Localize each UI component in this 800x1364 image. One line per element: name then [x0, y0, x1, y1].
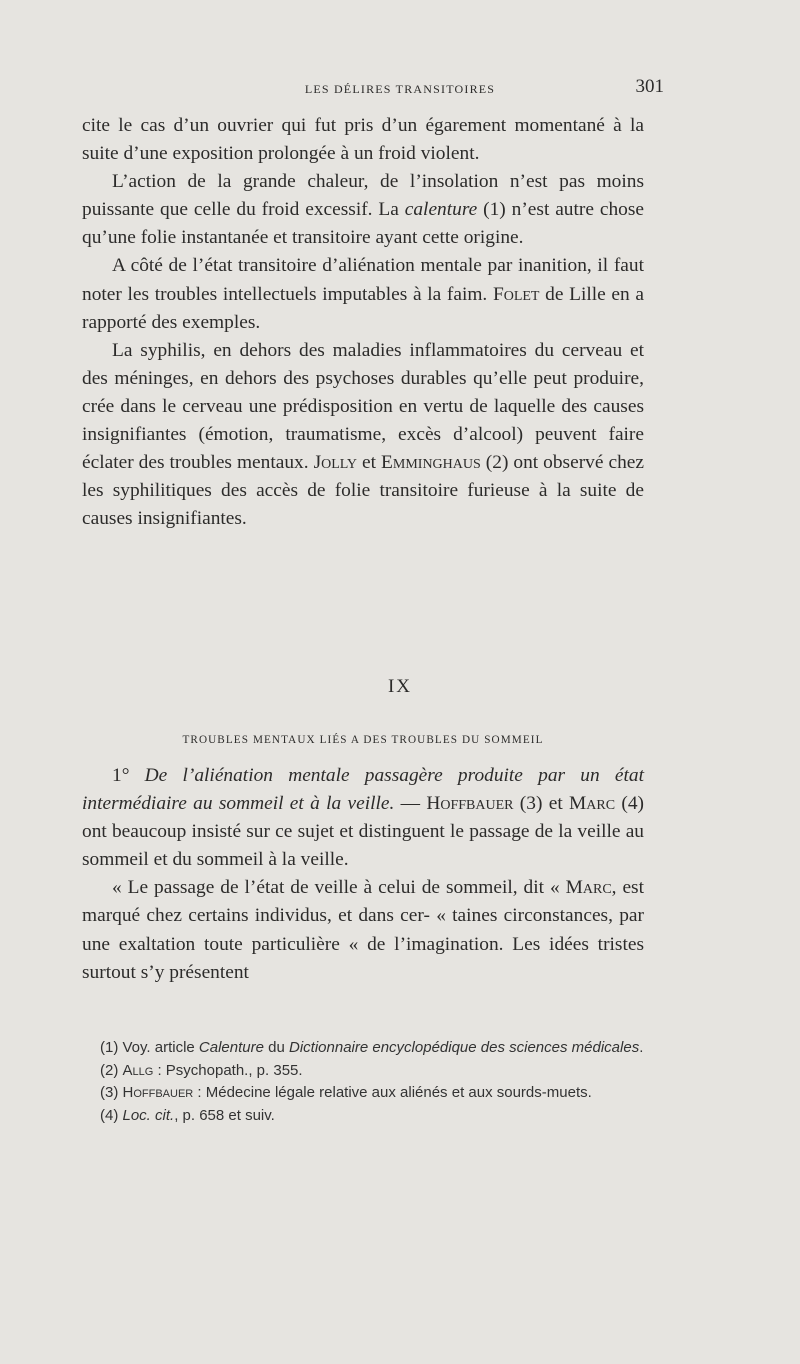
text-run: « Le passage de l’état de veille à celui de sommeil, dit « [112, 877, 566, 899]
italic-title: Dictionnaire encyclopédique des sciences médicales [289, 1039, 640, 1056]
text-run: (3) et [513, 793, 570, 815]
author-name: Allg [122, 1061, 154, 1079]
text-run: du [263, 1039, 289, 1056]
footnote-number: (2) [100, 1061, 123, 1079]
author-name: Hoffbauer [122, 1084, 194, 1101]
text-run: (4) ont beaucoup insisté sur ce sujet et distinguent le passage de la veille au sommeil et du sommeil à la veille. [82, 793, 644, 871]
author-name: Marc [565, 877, 612, 899]
paragraph [82, 337, 644, 534]
author-name: Jolly [313, 452, 358, 474]
text-run: 1° [112, 765, 145, 786]
italic-term: calenture [404, 199, 478, 221]
section-title: TROUBLES MENTAUX LIÉS A DES TROUBLES DU SOMMEIL [182, 734, 544, 746]
text-run: , p. 658 et suiv. [174, 1106, 275, 1124]
italic-term: Calenture [198, 1039, 264, 1056]
paragraph [82, 168, 644, 252]
footnote-number: (3) [100, 1084, 123, 1101]
italic-subtitle: De l’aliénation mentale passagère produite par un état intermédiaire au sommeil et à la veille. [82, 765, 644, 815]
footnote [82, 1038, 644, 1058]
text-run: A côté de l’état transitoire d’aliénation mentale par inanition, il faut noter les troubles intellectuels imputables à la faim. [82, 255, 644, 305]
author-name: Folet [492, 283, 540, 305]
text-run: L’action de la grande chaleur, de l’insolation n’est pas moins puissante que celle du froid excessif. La [82, 171, 644, 221]
section-number: IX [387, 676, 413, 697]
footnote [82, 1106, 644, 1126]
italic-term: Loc. cit. [122, 1106, 175, 1124]
text-run: de Lille en a rapporté des exemples. [82, 283, 644, 333]
author-name: Marc [569, 793, 616, 815]
text-run: Voy. article [122, 1039, 199, 1056]
running-head: LES DÉLIRES TRANSITOIRES [304, 82, 496, 96]
text-run: , est marqué chez certains individus, et dans cer- « taines circonstances, par une exaltation toute particulière « de l’imagination. Les idées tristes surtout s’y présentent [82, 877, 644, 983]
author-name: Hoffbauer [426, 793, 514, 815]
footnote [82, 1083, 644, 1103]
paragraph [82, 252, 644, 336]
text-run: (1) n’est autre chose qu’une folie instantanée et transitoire ayant cette origine. [82, 199, 644, 249]
footnote-number: (4) [100, 1106, 123, 1124]
text-run: — [394, 793, 427, 815]
text-run: : Médecine légale relative aux aliénés et aux sourds-muets. [193, 1084, 592, 1101]
paragraph [82, 112, 644, 168]
page-number: 301 [635, 76, 664, 97]
text-run: . [639, 1039, 644, 1056]
footnote [82, 1061, 644, 1081]
text-run: La syphilis, en dehors des maladies inflammatoires du cerveau et des méninges, en dehors des psychoses durables qu’elle peut produire, crée dans le cerveau une prédisposition en vertu de laquelle des causes insignifiantes (émotion, traumatisme, excès d’alcool) peuvent faire éclater des troubles mentaux. [82, 339, 644, 474]
author-name: Emminghaus [381, 452, 481, 474]
text-run: (2) ont observé chez les syphilitiques des accès de folie transitoire furieuse à la suite de causes insignifiantes. [82, 452, 644, 530]
paragraph [82, 874, 644, 986]
text-run: et [357, 452, 382, 474]
footnote-number: (1) [100, 1039, 123, 1056]
paragraph-text: cite le cas d’un ouvrier qui fut pris d’un égarement momentané à la suite d’une exposition prolongée à un froid violent. [82, 115, 644, 165]
paragraph [82, 762, 644, 874]
section-body-text [82, 762, 644, 987]
footnotes [82, 1038, 644, 1128]
text-run: : Psychopath., p. 355. [153, 1061, 303, 1079]
body-text [82, 112, 644, 533]
